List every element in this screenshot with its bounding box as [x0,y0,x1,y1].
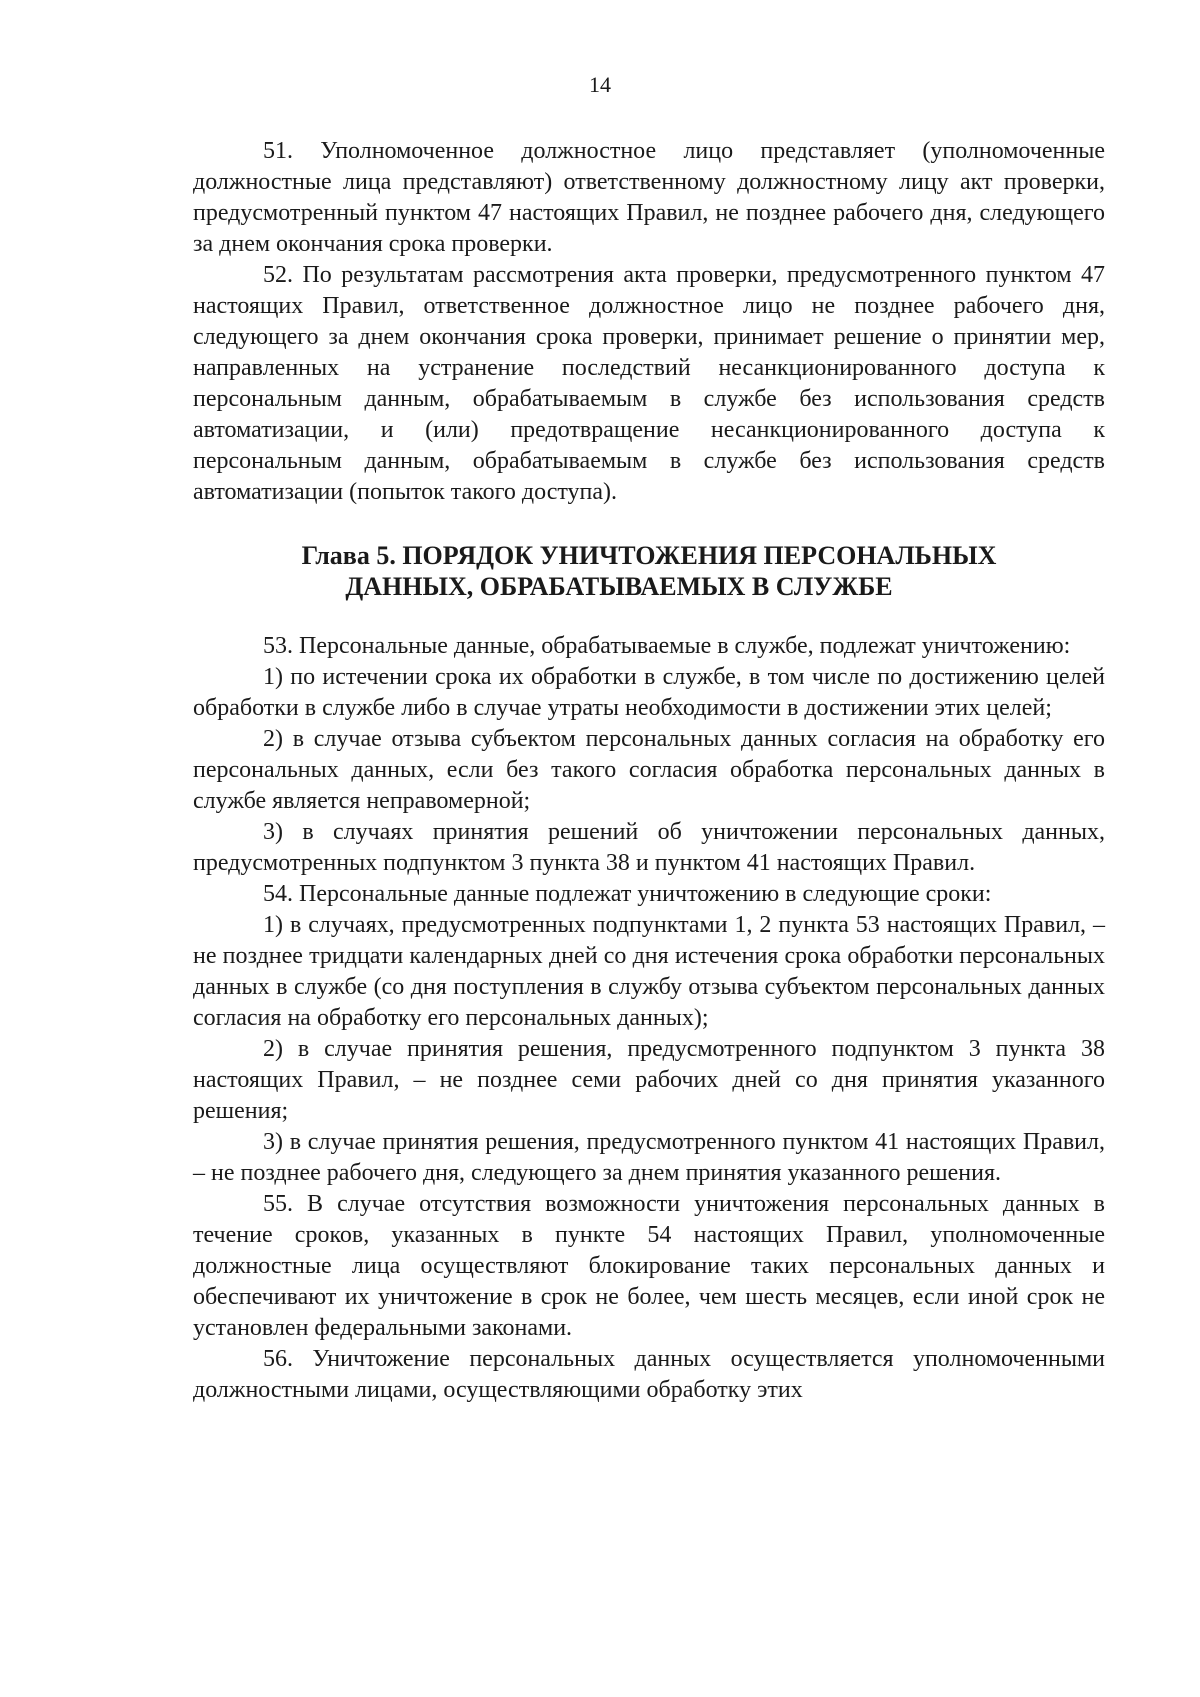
text-block-after-chapter [193,631,1105,1406]
paragraph-54-item-3: 3) в случае принятия решения, предусмотренного пунктом 41 настоящих Правил, – не позднее рабочего дня, следующего за днем принятия указанного решения. [193,1129,1105,1186]
paragraph-53-item-1: 1) по истечении срока их обработки в службе, в том числе по достижению целей обработки в службе либо в случае утраты необходимости в достижении этих целей; [193,664,1105,721]
paragraph-53: 53. Персональные данные, обрабатываемые в службе, подлежат уничтожению: [263,633,1071,659]
paragraph-53-item-2: 2) в случае отзыва субъектом персональных данных согласия на обработку его персональных данных, если без такого согласия обработка персональных данных в службе является неправомерной; [193,726,1105,814]
chapter-heading-line-2: ДАННЫХ, ОБРАБАТЫВАЕМЫХ В СЛУЖБЕ [345,572,893,601]
paragraph-54-item-1: 1) в случаях, предусмотренных подпунктами 1, 2 пункта 53 настоящих Правил, – не позднее тридцати календарных дней со дня истечения срока обработки персональных данных в службе (со дня поступления в службу отзыва субъектом персональных данных согласия на обработку его персональных данных); [193,912,1105,1031]
paragraph-51: 51. Уполномоченное должностное лицо представляет (уполномоченные должностные лица представляют) ответственному должностному лицу акт проверки, предусмотренный пунктом 47 настоящих Правил, не позднее рабочего дня, следующего за днем окончания срока проверки. [193,138,1105,257]
chapter-heading-line-1: Глава 5. ПОРЯДОК УНИЧТОЖЕНИЯ ПЕРСОНАЛЬНЫХ [301,541,997,570]
page-number: 14 [589,72,611,97]
paragraph-54: 54. Персональные данные подлежат уничтожению в следующие сроки: [263,881,992,907]
paragraph-54-item-2: 2) в случае принятия решения, предусмотренного подпунктом 3 пункта 38 настоящих Правил, – не позднее семи рабочих дней со дня принятия указанного решения; [193,1036,1105,1124]
paragraph-55: 55. В случае отсутствия возможности уничтожения персональных данных в течение сроков, указанных в пункте 54 настоящих Правил, уполномоченные должностные лица осуществляют блокирование таких персональных данных и обеспечивают их уничтожение в срок не более, чем шесть месяцев, если иной срок не установлен федеральными законами. [193,1191,1105,1341]
paragraph-52: 52. По результатам рассмотрения акта проверки, предусмотренного пунктом 47 настоящих Правил, ответственное должностное лицо не позднее рабочего дня, следующего за днем окончания срока проверки, принимает решение о принятии мер, направленных на устранение последствий несанкционированного доступа к персональным данным, обрабатываемым в службе без использования средств автоматизации, и (или) предотвращение несанкционированного доступа к персональным данным, обрабатываемым в службе без использования средств автоматизации (попыток такого доступа). [193,262,1105,505]
text-block-before-chapter [193,136,1105,508]
paragraph-53-item-3: 3) в случаях принятия решений об уничтожении персональных данных, предусмотренных подпунктом 3 пункта 38 и пунктом 41 настоящих Правил. [193,819,1105,876]
paragraph-56: 56. Уничтожение персональных данных осуществляется уполномоченными должностными лицами, осуществляющими обработку этих [193,1346,1105,1403]
chapter-heading [193,540,1105,602]
